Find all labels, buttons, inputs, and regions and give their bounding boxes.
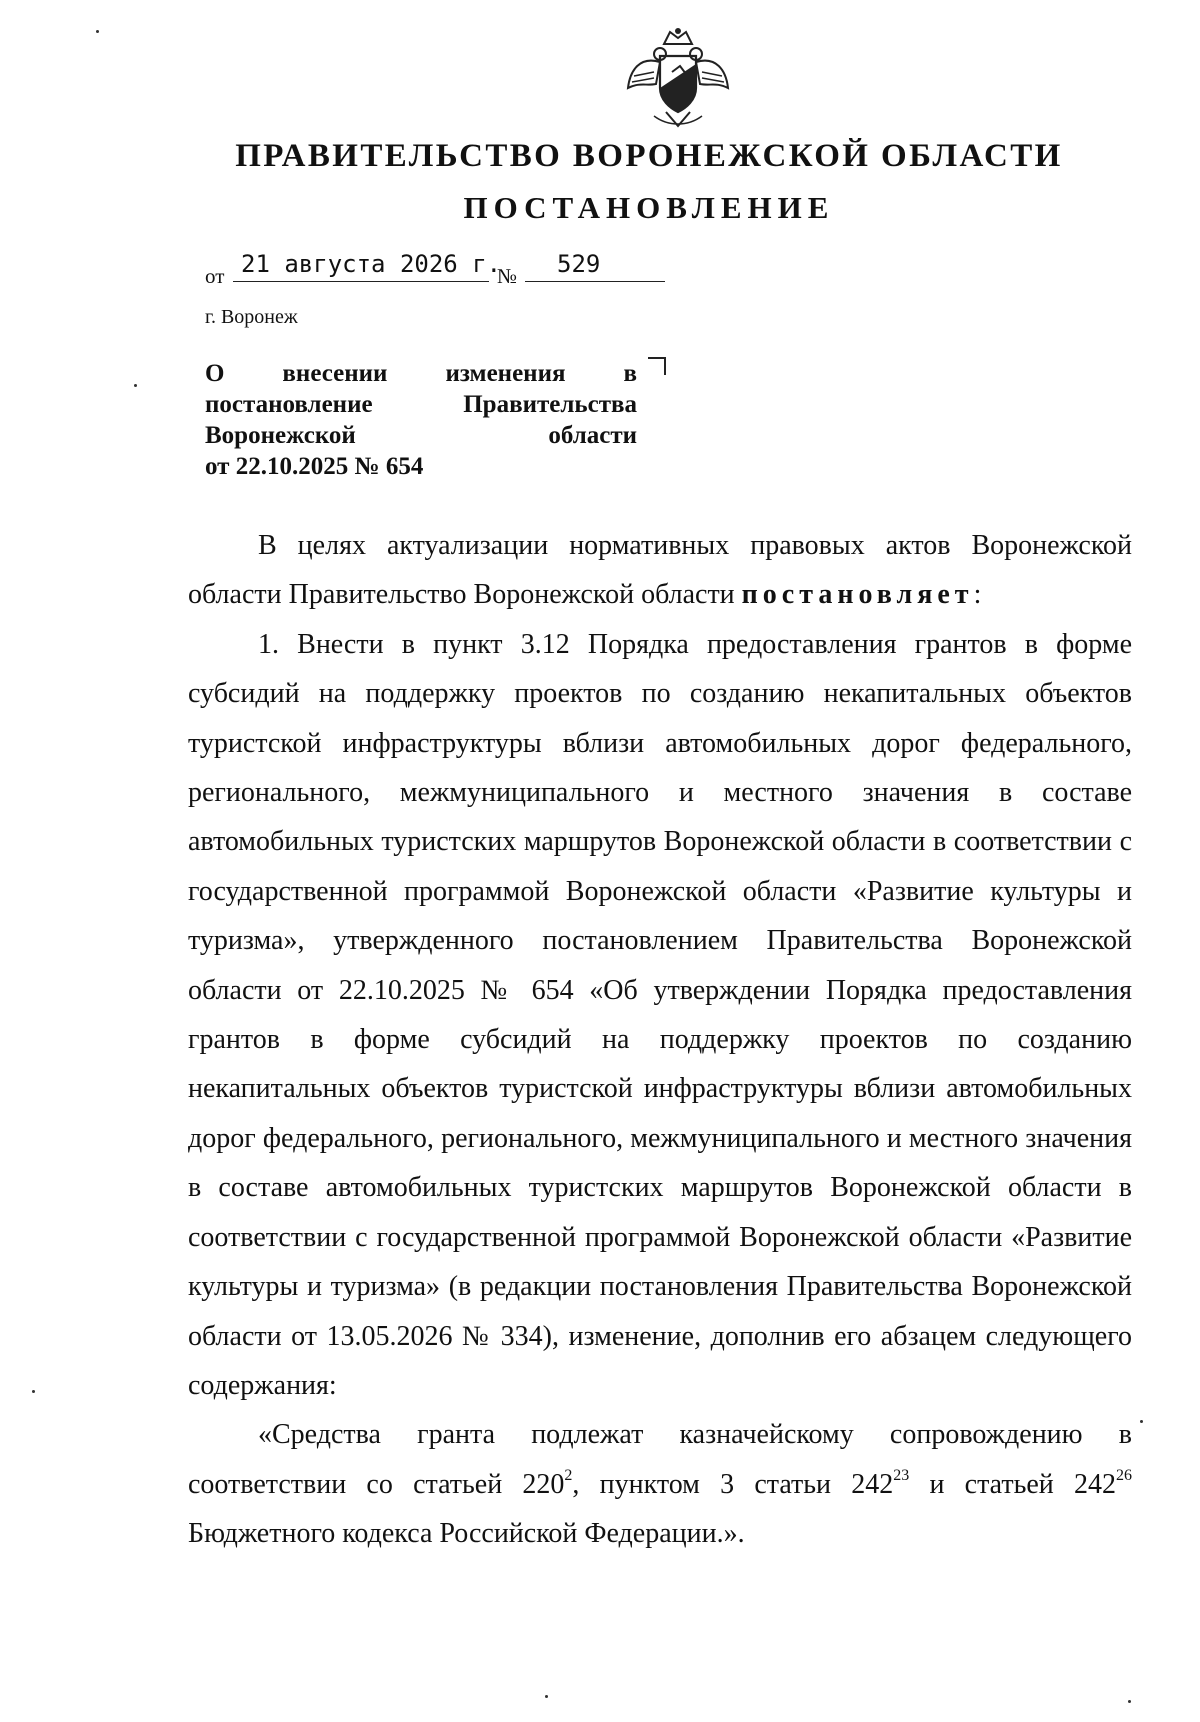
quote-paragraph (188, 1410, 1132, 1558)
quote-text: Бюджетного кодекса Российской Федерации.». (188, 1518, 745, 1550)
subject-line: от 22.10.2025 № 654 (205, 453, 424, 480)
government-title: ПРАВИТЕЛЬСТВО ВОРОНЕЖСКОЙ ОБЛАСТИ (235, 138, 1063, 174)
quote-text: и статьей 242 (909, 1468, 1116, 1500)
number-underline (525, 281, 665, 282)
number-label: № (497, 264, 518, 288)
date-underline (233, 281, 489, 282)
scan-speck (1128, 1700, 1131, 1703)
scan-speck (545, 1695, 548, 1698)
preamble-text: В целях актуализации нормативных правовых актов Воронежской области Правительство Воронежской области (188, 530, 1132, 611)
superscript: 2 (564, 1466, 573, 1484)
decree-verb: постановляет (741, 579, 974, 611)
document-date: 21 августа 2026 г. (241, 250, 502, 278)
date-number-line (205, 250, 675, 290)
quote-text: , пунктом 3 статьи 242 (572, 1468, 894, 1500)
scan-speck (1140, 1420, 1143, 1423)
coat-of-arms-icon (620, 26, 736, 132)
subject-line: О внесении изменения в (205, 360, 637, 387)
document-subject (205, 358, 637, 482)
scan-speck (32, 1390, 35, 1393)
superscript: 23 (893, 1466, 910, 1484)
item-1-paragraph: 1. Внести в пункт 3.12 Порядка предоставления грантов в форме субсидий на поддержку проектов по созданию некапитальных объектов туристской инфраструктуры вблизи автомобильных дорог федерального, регионального, межмуниципального и местного значения в составе автомобильных туристских маршрутов Воронежской области в соответствии с государственной программой Воронежской области «Развитие культуры и туризма», утвержденного постановлением Правительства Воронежской области от 22.10.2025 № 654 «Об утверждении Порядка предоставления грантов в форме субсидий на поддержку проектов по созданию некапитальных объектов туристской инфраструктуры вблизи автомобильных дорог федерального, регионального, межмуниципального и местного значения в составе автомобильных туристских маршрутов Воронежской области в соответствии с государственной программой Воронежской области «Развитие культуры и туризма» (в редакции постановления Правительства Воронежской области от 13.05.2026 № 334), изменение, дополнив его абзацем следующего содержания: (188, 628, 1132, 1401)
subject-line: Воронежской области (205, 422, 637, 449)
corner-mark (648, 357, 666, 375)
preamble-paragraph (188, 521, 1132, 620)
preamble-end: : (973, 579, 982, 611)
superscript: 26 (1116, 1466, 1132, 1484)
scan-speck (96, 30, 99, 33)
quote-text: «Средства гранта подлежат казначейскому сопровождению в соответствии со статьей 220 (188, 1419, 1132, 1500)
city: г. Воронеж (205, 306, 298, 328)
subject-line: постановление Правительства (205, 391, 637, 418)
document-type: ПОСТАНОВЛЕНИЕ (463, 190, 835, 225)
from-label: от (205, 264, 225, 288)
document-body (188, 521, 1132, 1559)
scan-speck (134, 384, 137, 387)
document-number: 529 (557, 250, 601, 278)
